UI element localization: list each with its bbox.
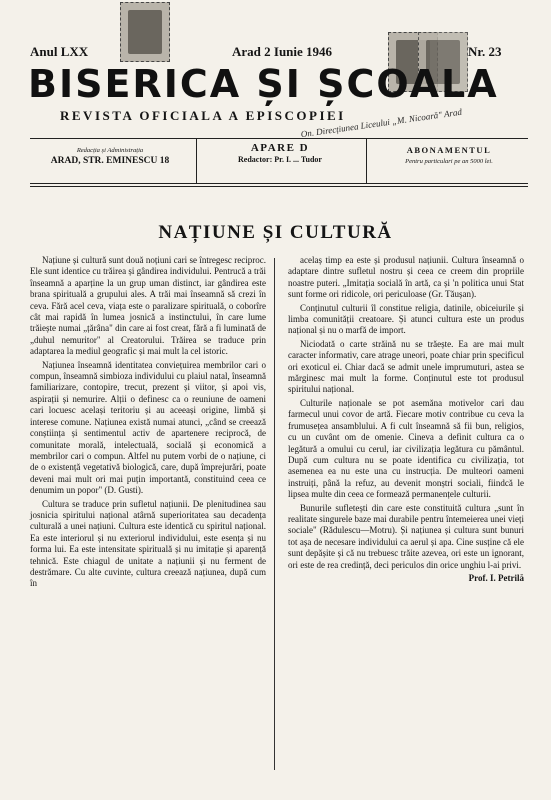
column-divider [274,258,275,770]
recipient-stamp: On. Direcțiunea Liceului „M. Nicoară" Arad [300,106,463,140]
divider [366,139,367,183]
subscription-box [370,145,528,167]
article-column-right [288,255,524,584]
subscription-title: ABONAMENTUL [406,145,492,155]
paragraph: Conținutul culturii îl constitue religia, datinile, obiceiurile și limba comunității creatoare. Și atunci cultura este un produs național și nu o marfă de import. [288,302,524,336]
paragraph: Națiunea înseamnă identitatea conviețuirea membrilor cari o compun, înseamnă simbioza individului cu plaiul natal, înseamnă familiarizare, contopire, trecut, prezent și viitor, și apoi vis, aspirații și nemurire. Alții o definesc ca o reuniune de oameni cari locuesc același teritoriu și au aceeași origine, limbă și interese comune. Națiunea există numai atunci, „când se creează conștiința și sentimentul activ de apartenere reciprocă, de comunitate morală, intelectuală, socială și economică a membrilor cari o compun. Altfel nu putem vorbi de o națiune, ci de o existență vegetativă biologică, care, după împrejurări, poate deveni mai mult ori mai puțin importantă, constituind ceea ce denumim un popor" (D. Gusti). [30,359,266,496]
journal-title: BISERICA ȘI ȘCOALA [28,62,499,106]
divider [30,186,528,187]
author-signature: Prof. I. Petrilă [468,572,524,583]
paragraph: Culturile naționale se pot asemăna motivelor cari dau farmecul unui covor de artă. Fiecare motiv contribue cu ceva la frumusețea ansamblului. A fi cult înseamnă să fii bun, religios, cu un cuvânt om de omenie. Cineva a definit cultura ca o legătură a omului cu cerul, iar civilizația legătura cu pământul. După cum cultura nu se poate identifica cu civilizația, tot asemenea ea nu este una cu instrucția. De multeori oameni instruiți, până la refuz, au devenit monștri sociali, fiindcă le lipsea multe din ceea ce formează permanențele culturii. [288,397,524,500]
appears-label: APARE D [250,142,310,154]
divider [196,139,197,183]
administration-address: ARAD, STR. EMINESCU 18 [50,156,170,166]
editor-label: Redactor: Pr. I. ... Tudor [238,155,322,164]
info-bar [30,138,528,184]
paragraph: Cultura se traduce prin sufletul națiunii. De plenitudinea sau josnicia spiritului național atârnă superioritatea sau decadența culturală a unei națiuni. Cultura este identică cu spiritul național. Ea este interiorul și nu exteriorul individului, este esența și nu forma lui. Ea este intensitate spirituală și nu imitație și aparență tehnică. Este chiagul de unitate a națiunii și nu ferment de destrămare. Cu alte cuvinte, cultura creează națiunea, după cum în [30,498,266,589]
editorial-box [200,143,360,165]
postage-stamp [120,2,170,62]
paragraph: Niciodată o carte străină nu se trăește. Ea are mai mult caracter informativ, care atrage uneori, poate chiar prin specificul ori exoticul ei. Chiar dacă se admit unele imprumuturi, astea se mărginesc mai mult la forme. Conținutul este tot produsul spiritului național. [288,338,524,395]
subscription-text: Pentru particulari pe an 5000 lei. [405,158,493,165]
date-label: Arad 2 Iunie 1946 [232,44,333,59]
year-label: Anul LXX [30,44,89,59]
paragraph: Națiune și cultură sunt două noțiuni cari se întregesc reciproc. Ele sunt identice cu trăirea și gândirea individului. Pentrucă a trăi înseamnă a aparține la un grup uman distinct, iar gândirea este brana spirituală a grupului ales. A trăi mai înseamnă să crezi în ceva. Fără acel ceva, viața este o paralizare spirituală, o coborîre cât mai rapidă în lumea josnică a instinctului, în care lume trăiește numai „țărâna" din care ai fost creat, fără a fi luminată de „duhul nemuritor" al Creatorului. Trăirea se traduce prin adaptarea la mediul geografic și mai mult la cel istoric. [30,255,266,357]
paragraph: Bunurile sufletești din care este constituită cultura „sunt în realitate singurele baze mai durabile pentru întemeierea unei vieți sociale" (Rădulescu—Motru). Și națiunea și cultura sunt bunuri tot așa de necesare individului ca aerul și apa. Cine susține că ele sunt depășite și că nu trebuesc trăite azevea, ori este un ignorant, ori este de rea credință, deci periculos din orice unghiu l-ai privi. [288,502,524,570]
administration-box [30,145,190,167]
journal-subtitle: REVISTA OFICIALA A EPISCOPIEI [60,108,346,123]
paragraph: acelaș timp ea este și produsul națiunii. Cultura înseamnă o adaptare dintre sufletul nostru și ceea ce creem din propriile noastre puteri. „Imitația socială în artă, ca și 'n politica unui Stat sunt forme ori ridicole, ori periculoase (Gr. Tăușan). [288,255,524,300]
administration-label: Redacția și Administrația [76,147,144,154]
article-column-left [30,255,266,592]
issue-number: Nr. 23 [468,44,502,59]
article-title: NAȚIUNE ȘI CULTURĂ [158,222,393,243]
